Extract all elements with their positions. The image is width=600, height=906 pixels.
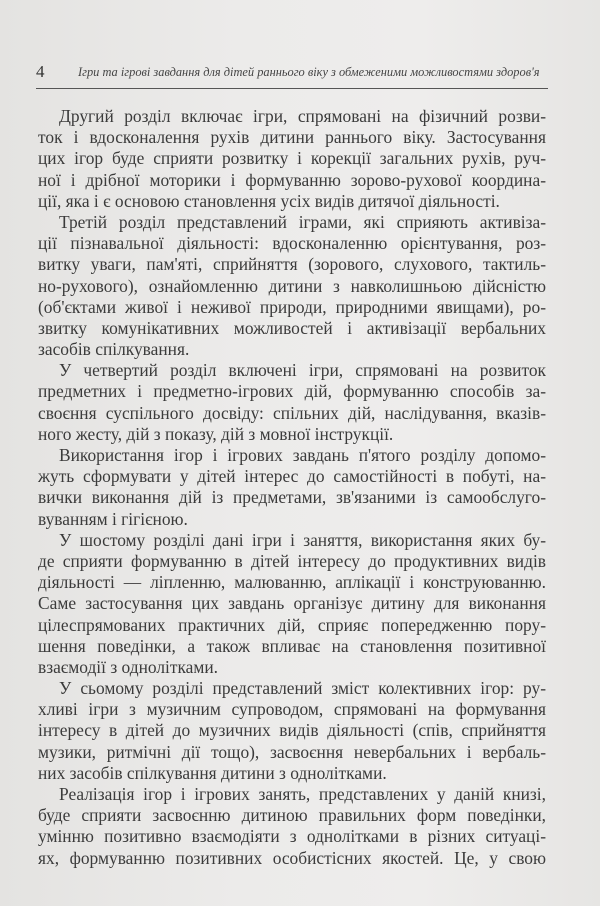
- text-line: [38, 805, 546, 826]
- text-line: [38, 360, 546, 381]
- text-line: [38, 593, 546, 614]
- text-line-content: У сьомому розділі представлений зміст колективних ігор: ру-: [59, 678, 546, 699]
- page-number: 4: [36, 62, 45, 81]
- text-line-content: своєння суспільного досвіду: спільних дій, наслідування, вказів-: [38, 402, 546, 423]
- text-line-content: музики, ритмічні дії тощо), засвоєння невербальних і вербаль-: [38, 741, 546, 762]
- text-line-content: де сприяти формуванню в дітей інтересу до продуктивних видів: [38, 550, 546, 571]
- paragraph: [38, 784, 546, 869]
- text-line-content: звитку комунікативних можливостей і активізації вербальних: [38, 317, 546, 338]
- text-line: [38, 233, 546, 254]
- text-line: [38, 826, 546, 847]
- text-line-content: У шостому розділі дані ігри і заняття, використання яких бу-: [59, 529, 546, 550]
- page-body: [38, 106, 546, 869]
- text-line: [38, 720, 546, 741]
- text-line: [38, 170, 546, 191]
- text-line-content: Саме застосування цих завдань організує дитину для виконання: [38, 593, 546, 614]
- text-line-content: витку уваги, пам'яті, сприйняття (зорового, слухового, тактиль-: [38, 254, 546, 275]
- text-line: [38, 487, 546, 508]
- text-line-content: ях, формуванню позитивних особистісних якостей. Це, у свою: [38, 847, 546, 868]
- text-line-content: Реалізація ігор і ігрових занять, представлених у даній книзі,: [59, 784, 546, 804]
- paragraph: [38, 212, 546, 360]
- text-line-content: ції, яка і є основою становлення усіх видів дитячої діяльності.: [38, 190, 500, 211]
- text-line-content: цілеспрямованих практичних дій, сприяє попередженню пору-: [38, 614, 546, 635]
- text-line-content: засобів спілкування.: [38, 339, 190, 360]
- paragraph: [38, 445, 546, 530]
- text-line: [38, 466, 546, 487]
- text-line-content: цих ігор буде сприяти розвитку і корекції загальних рухів, руч-: [38, 148, 546, 169]
- text-line-content: У четвертий розділ включені ігри, спрямовані на розвиток: [59, 360, 546, 381]
- text-line: [38, 509, 546, 530]
- text-line: [38, 530, 546, 551]
- text-line-content: ток і вдосконалення рухів дитини раннього віку. Застосування: [38, 127, 546, 148]
- text-line: [38, 106, 546, 127]
- text-line: [38, 297, 546, 318]
- text-line: [38, 148, 546, 169]
- text-line-content: хливі ігри з музичним супроводом, спрямовані на формування: [38, 699, 546, 720]
- text-line: [38, 763, 546, 784]
- text-line: [38, 403, 546, 424]
- text-line: [38, 699, 546, 720]
- text-line-content: (об'єктами живої і неживої природи, природними явищами), ро-: [38, 296, 546, 317]
- text-line-content: інтересу в дітей до музичних видів діяльності (спів, сприйняття: [38, 720, 546, 741]
- text-line: [38, 276, 546, 297]
- text-line-content: ної і дрібної моторики і формуванню зорово-рухової координа-: [38, 169, 546, 190]
- text-line-content: предметних і предметно-ігрових дій, формуванню способів за-: [38, 381, 546, 402]
- text-line-content: вички виконання дій із предметами, зв'язаними із самообслуго-: [38, 487, 546, 508]
- text-line: [38, 424, 546, 445]
- text-line: [38, 212, 546, 233]
- text-line-content: ного жесту, дій з показу, дій з мовної інструкції.: [38, 423, 394, 444]
- text-line-content: жуть сформувати у дітей інтерес до самостійності в побуті, на-: [38, 466, 546, 487]
- text-line: [38, 657, 546, 678]
- text-line-content: Другий розділ включає ігри, спрямовані на фізичний розви-: [59, 106, 546, 126]
- text-line-content: ції пізнавальної діяльності: вдосконаленню орієнтування, роз-: [38, 233, 546, 254]
- text-line-content: буде сприяти засвоєнню дитиною правильних форм поведінки,: [38, 805, 546, 826]
- text-line: [38, 572, 546, 593]
- text-line-content: но-рухового), ознайомленню дитини з навколишньою дійсністю: [38, 275, 546, 296]
- text-line: [38, 318, 546, 339]
- text-line: [38, 254, 546, 275]
- text-line: [38, 784, 546, 805]
- text-line-content: вуванням і гігієною.: [38, 508, 188, 529]
- text-line-content: них засобів спілкування дитини з однолітками.: [38, 762, 387, 783]
- text-line: [38, 636, 546, 657]
- text-line-content: умінню позитивно взаємодіяти з однолітками в різних ситуаці-: [38, 826, 546, 847]
- text-line-content: Використання ігор і ігрових завдань п'ятого розділу допомо-: [59, 445, 546, 465]
- text-line-content: Третій розділ представлений іграми, які сприяють активіза-: [59, 211, 546, 232]
- text-line: [38, 742, 546, 763]
- running-title: Ігри та ігрові завдання для дітей раннього віку з обмеженими можливостями здоров'я: [78, 65, 540, 79]
- text-line: [38, 191, 546, 212]
- text-line: [38, 615, 546, 636]
- text-line: [38, 551, 546, 572]
- text-line: [38, 848, 546, 869]
- text-line: [38, 127, 546, 148]
- paragraph: [38, 530, 546, 678]
- text-line: [38, 381, 546, 402]
- text-line-content: шення поведінки, а також впливає на становлення позитивної: [38, 635, 546, 656]
- running-header: [36, 62, 548, 89]
- paragraph: [38, 360, 546, 445]
- text-line: [38, 445, 546, 466]
- paragraph: [38, 106, 546, 212]
- text-line: [38, 339, 546, 360]
- paragraph: [38, 678, 546, 784]
- text-line: [38, 678, 546, 699]
- text-line-content: діяльності — ліпленню, малюванню, аплікації і конструюванню.: [38, 572, 546, 593]
- text-line-content: взаємодії з однолітками.: [38, 656, 219, 677]
